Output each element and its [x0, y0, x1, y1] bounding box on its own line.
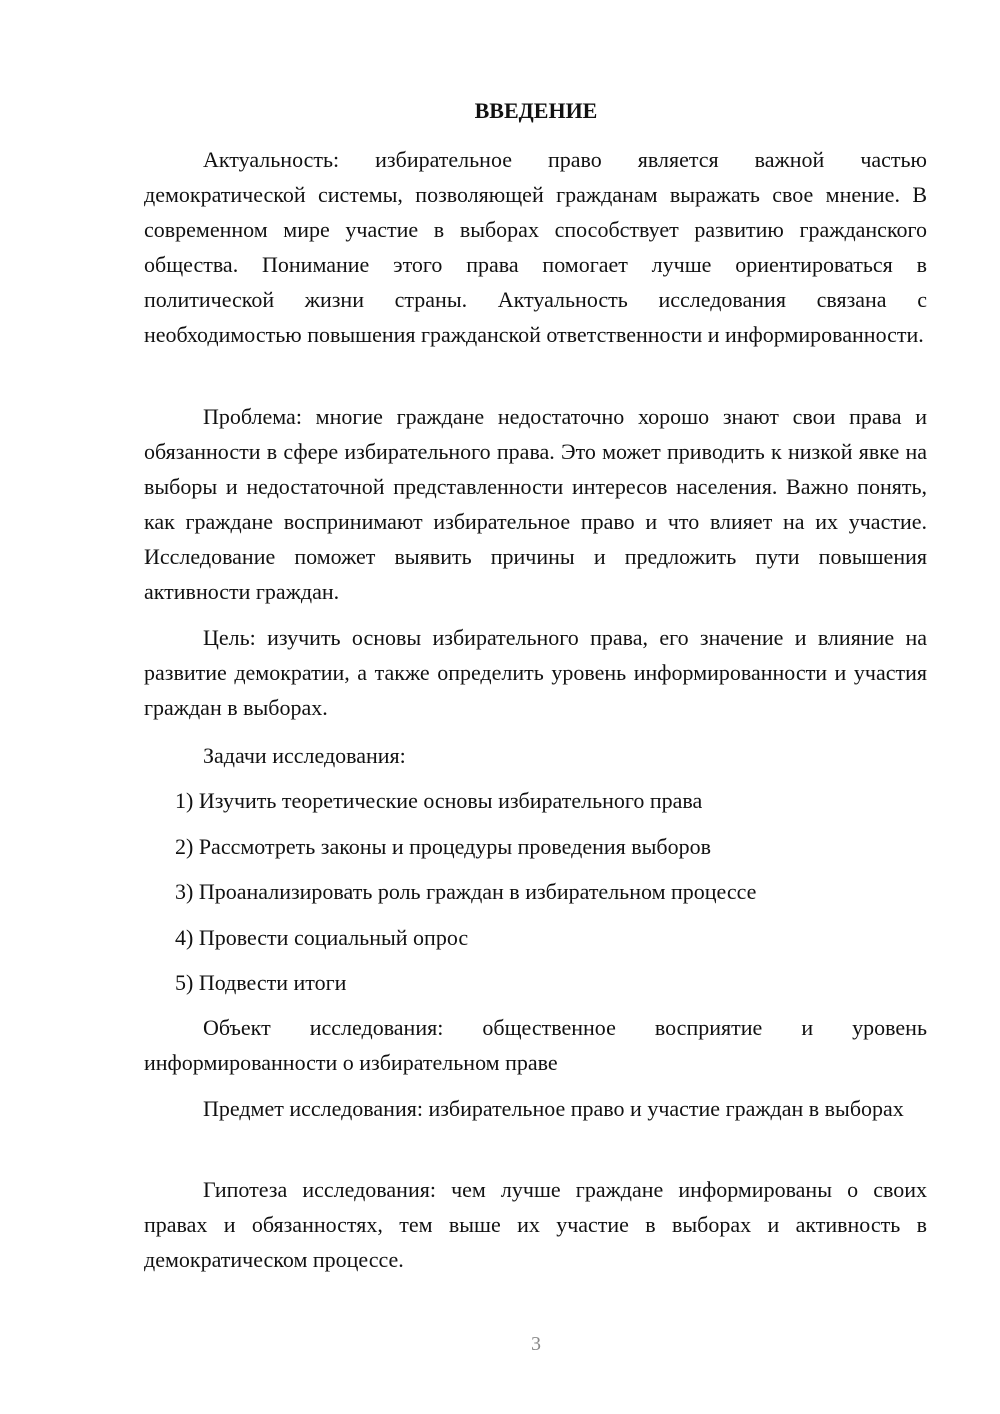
object-section: [144, 1010, 927, 1080]
task-item: 1) Изучить теоретические основы избирательного права: [175, 788, 703, 813]
object-paragraph: Объект исследования: общественное восприятие и уровень информированности о избирательном праве: [144, 1015, 927, 1075]
page-number: 3: [531, 1333, 541, 1355]
hypothesis-section: [144, 1172, 927, 1277]
task-item: 5) Подвести итоги: [175, 970, 347, 995]
tasks-heading-section: [144, 738, 927, 773]
goal-section: [144, 620, 927, 725]
hypothesis-paragraph: Гипотеза исследования: чем лучше граждане информированы о своих правах и обязанностях, тем выше их участие в выборах и активность в демократическом процессе.: [144, 1177, 927, 1272]
tasks-heading: Задачи исследования:: [203, 743, 406, 768]
task-item: 3) Проанализировать роль граждан в избирательном процессе: [175, 879, 757, 904]
task-item: 2) Рассмотреть законы и процедуры проведения выборов: [175, 833, 712, 859]
relevance-section: [144, 142, 927, 352]
problem-paragraph: Проблема: многие граждане недостаточно хорошо знают свои права и обязанности в сфере избирательного права. Это может приводить к низкой явке на выборы и недостаточной представленности интересов населения. Важно понять, как граждане воспринимают избирательное право и что влияет на их участие. Исследование поможет выявить причины и предложить пути повышения активности граждан.: [144, 404, 927, 604]
relevance-paragraph: Актуальность: избирательное право является важной частью демократической системы, позволяющей гражданам выражать свое мнение. В современном мире участие в выборах способствует развитию гражданского общества. Понимание этого права помогает лучше ориентироваться в политической жизни страны. Актуальность исследования связана с необходимостью повышения гражданской ответственности и информированности.: [144, 147, 927, 347]
task-item: 4) Провести социальный опрос: [175, 924, 469, 950]
goal-paragraph: Цель: изучить основы избирательного права, его значение и влияние на развитие демократии, а также определить уровень информированности и участия граждан в выборах.: [144, 625, 927, 720]
problem-section: [144, 399, 927, 609]
tasks-list: [175, 786, 935, 1014]
page-title: ВВЕДЕНИЕ: [474, 98, 598, 123]
subject-section: [144, 1091, 927, 1126]
subject-paragraph: Предмет исследования: избирательное право и участие граждан в выборах: [203, 1096, 904, 1121]
